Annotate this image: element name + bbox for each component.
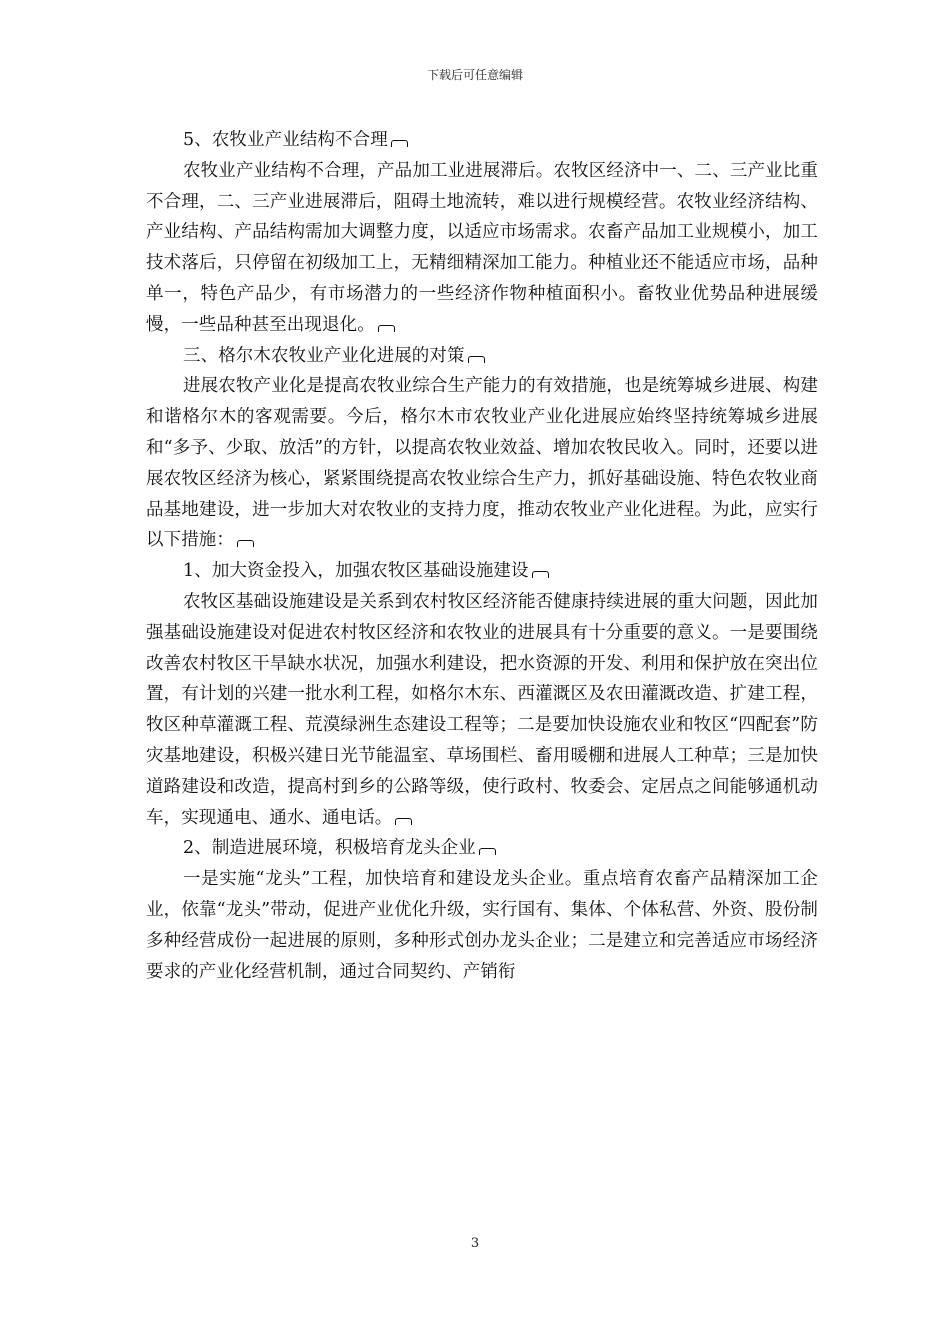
paragraph-text: 2、制造进展环境，积极培育龙头企业 — [183, 838, 476, 859]
paragraph — [146, 864, 818, 987]
paragraph-text: 三、格尔木农牧业产业化进展的对策 — [183, 345, 465, 366]
subheading-5 — [146, 125, 818, 156]
section-heading-3 — [146, 341, 818, 372]
subheading-2 — [146, 833, 818, 864]
paragraph — [146, 587, 818, 833]
subheading-1 — [146, 556, 818, 587]
paragraph-mark-icon — [378, 325, 395, 332]
paragraph-text: 农牧区基础设施建设是关系到农村牧区经济能否健康持续进展的重大问题，因此加强基础设施建设对促进农村牧区经济和农牧业的进展具有十分重要的意义。一是要围绕改善农村牧区干旱缺水状况，加强水利建设，把水资源的开发、利用和保护放在突出位置，有计划的兴建一批水利工程，如格尔木东、西灌溉区及农田灌溉改造、扩建工程，牧区种草灌溉工程、荒漠绿洲生态建设工程等；二是要加快设施农业和牧区“四配套”防灾基地建设，积极兴建日光节能温室、草场围栏、畜用暖棚和进展人工种草；三是加快道路建设和改造，提高村到乡的公路等级，使行政村、牧委会、定居点之间能够通机动车，实现通电、通水、通电话。 — [146, 591, 818, 828]
document-body — [146, 125, 818, 987]
paragraph-mark-icon — [468, 356, 485, 363]
paragraph-text: 进展农牧产业化是提高农牧业综合生产能力的有效措施，也是统筹城乡进展、构建和谐格尔木的客观需要。今后，格尔木市农牧业产业化进展应始终坚持统筹城乡进展和“多予、少取、放活”的方针，以提高农牧业效益、增加农牧民收入。同时，还要以进展农牧区经济为核心，紧紧围绕提高农牧业综合生产力，抓好基础设施、特色农牧业商品基地建设，进一步加大对农牧业的支持力度，推动农牧业产业化进程。为此，应实行以下措施： — [146, 376, 818, 551]
paragraph-text: 1、加大资金投入，加强农牧区基础设施建设 — [183, 561, 529, 582]
paragraph-mark-icon — [237, 540, 254, 547]
paragraph-mark-icon — [391, 140, 408, 147]
paragraph — [146, 371, 818, 556]
paragraph-text: 5、农牧业产业结构不合理 — [183, 130, 388, 150]
paragraph-mark-icon — [479, 848, 496, 855]
page-number: 3 — [470, 1236, 480, 1251]
paragraph-mark-icon — [395, 818, 412, 825]
paragraph-text: 一是实施“龙头”工程，加快培育和建设龙头企业。重点培育农畜产品精深加工企业，依靠“龙头”带动，促进产业优化升级，实行国有、集体、个体私营、外资、股份制多种经营成份一起进展的原则，多种形式创办龙头企业；二是建立和完善适应市场经济要求的产业化经营机制，通过合同契约、产销衔 — [146, 869, 818, 982]
header-note: 下载后可任意编辑 — [426, 68, 523, 82]
paragraph-text: 农牧业产业结构不合理，产品加工业进展滞后。农牧区经济中一、二、三产业比重不合理，二、三产业进展滞后，阻碍土地流转，难以进行规模经营。农牧业经济结构、产业结构、产品结构需加大调整力度，以适应市场需求。农畜产品加工业规模小，加工技术落后，只停留在初级加工上，无精细精深加工能力。种植业还不能适应市场，品种单一，特色产品少，有市场潜力的一些经济作物种植面积小。畜牧业优势品种进展缓慢，一些品种甚至出现退化。 — [146, 160, 818, 335]
paragraph — [146, 156, 818, 341]
paragraph-mark-icon — [532, 571, 549, 578]
